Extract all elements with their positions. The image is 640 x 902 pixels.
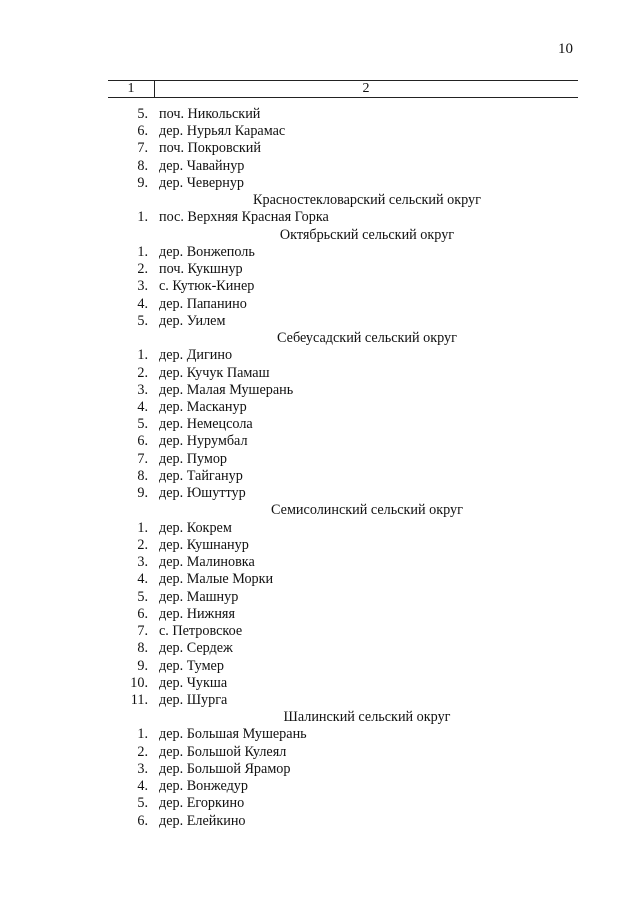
settlement-name: дер. Кокрем [159,519,232,536]
settlement-name: поч. Никольский [159,106,261,122]
header-column-2: 2 [362,81,370,96]
settlement-name: дер. Егоркино [159,795,245,812]
item-number: 4. [137,295,148,312]
settlement-name: дер. Вонжедур [159,778,248,795]
list-item [108,468,578,485]
list-item [108,416,578,433]
list-item [108,520,578,537]
list-item [108,485,578,502]
settlement-name: дер. Машнур [159,588,239,605]
district-heading [108,330,578,347]
settlement-name: дер. Сердеж [159,640,233,657]
list-item [108,278,578,295]
item-number: 4. [137,398,148,415]
item-number: 10. [130,674,148,691]
page-number: 10 [558,41,573,57]
item-number: 7. [137,140,148,157]
settlement-name: дер. Шурга [159,691,228,708]
item-number: 7. [137,450,148,467]
item-number: 8. [137,467,148,484]
item-number: 6. [137,123,148,140]
district-heading [108,192,578,209]
district-title: Красностекловарский сельский округ [253,192,481,209]
list-item [108,795,578,812]
list-item [108,692,578,709]
item-number: 11. [130,691,148,708]
item-number: 8. [137,640,148,657]
item-number: 6. [137,812,148,829]
item-number: 5. [137,312,148,329]
settlement-name: дер. Чевернур [159,174,245,191]
settlement-name: поч. Покровский [159,140,261,157]
settlement-list [108,106,578,830]
settlement-name: дер. Юшуттур [159,485,246,502]
settlement-name: дер. Нурьял Карамас [159,123,286,140]
list-item [108,347,578,364]
settlement-name: дер. Малые Морки [159,571,274,588]
district-title: Октябрьский сельский округ [279,226,455,243]
settlement-name: дер. Дигино [159,347,233,364]
settlement-name: дер. Нижняя [159,605,235,622]
item-number: 9. [137,174,148,191]
list-item [108,158,578,175]
header-bottom-rule [108,97,578,98]
settlement-name: дер. Кучук Памаш [159,364,270,381]
list-item [108,658,578,675]
list-item [108,571,578,588]
list-item [108,778,578,795]
item-number: 6. [137,605,148,622]
settlement-name: дер. Немецсола [159,416,253,433]
list-item [108,261,578,278]
item-number: 1. [137,726,148,743]
item-number: 2. [137,536,148,553]
settlement-name: дер. Папанино [159,295,247,312]
district-title: Шалинский сельский округ [283,709,451,726]
settlement-name: поч. Кукшнур [159,261,243,278]
item-number: 3. [137,554,148,571]
list-item [108,123,578,140]
settlement-name: дер. Нурумбал [159,433,248,450]
item-number: 6. [137,433,148,450]
list-item [108,140,578,157]
list-item [108,382,578,399]
list-item [108,537,578,554]
settlement-name: дер. Большой Кулеял [159,743,287,760]
list-item [108,399,578,416]
list-item [108,433,578,450]
settlement-name: дер. Большая Мушерань [159,726,307,743]
district-title: Семисолинский сельский округ [271,502,463,519]
item-number: 2. [137,364,148,381]
settlement-name: дер. Чукша [159,674,228,691]
item-number: 3. [137,760,148,777]
list-item [108,761,578,778]
list-item [108,623,578,640]
item-number: 8. [137,157,148,174]
item-number: 4. [137,778,148,795]
list-item [108,365,578,382]
district-heading [108,502,578,519]
item-number: 9. [137,485,148,502]
list-item [108,744,578,761]
item-number: 2. [137,743,148,760]
item-number: 9. [137,657,148,674]
list-item [108,296,578,313]
settlement-name: с. Петровское [159,623,243,640]
table-header [108,80,578,98]
list-item [108,640,578,657]
list-item [108,244,578,261]
item-number: 1. [137,519,148,536]
district-title: Себеусадский сельский округ [277,330,457,347]
settlement-name: дер. Кушнанур [159,536,249,553]
list-item [108,606,578,623]
item-number: 2. [137,261,148,278]
district-heading [108,709,578,726]
list-item [108,175,578,192]
item-number: 5. [137,416,148,433]
list-item [108,313,578,330]
settlement-name: дер. Тумер [159,657,224,674]
list-item [108,209,578,226]
item-number: 1. [137,347,148,364]
item-number: 1. [137,209,148,226]
list-item [108,451,578,468]
settlement-name: дер. Масканур [159,398,247,415]
list-item [108,554,578,571]
list-item [108,675,578,692]
settlement-name: дер. Большой Ярамор [159,760,291,777]
item-number: 5. [137,106,148,122]
list-item [108,589,578,606]
settlement-name: дер. Пумор [159,450,228,467]
settlement-name: дер. Елейкино [159,812,246,829]
settlement-name: дер. Вонжеполь [159,243,255,260]
list-item [108,813,578,830]
settlement-name: с. Кутюк-Кинер [159,278,255,295]
header-column-1: 1 [127,81,135,96]
settlement-name: дер. Чавайнур [159,157,245,174]
settlement-name: дер. Малиновка [159,554,255,571]
item-number: 5. [137,795,148,812]
district-heading [108,227,578,244]
settlement-name: дер. Малая Мушерань [159,381,294,398]
item-number: 1. [137,243,148,260]
item-number: 3. [137,381,148,398]
list-item [108,726,578,743]
settlement-name: пос. Верхняя Красная Горка [159,209,329,226]
list-item [108,106,578,123]
item-number: 5. [137,588,148,605]
settlement-name: дер. Тайганур [159,467,243,484]
settlement-name: дер. Уилем [159,312,226,329]
item-number: 4. [137,571,148,588]
item-number: 3. [137,278,148,295]
item-number: 7. [137,623,148,640]
